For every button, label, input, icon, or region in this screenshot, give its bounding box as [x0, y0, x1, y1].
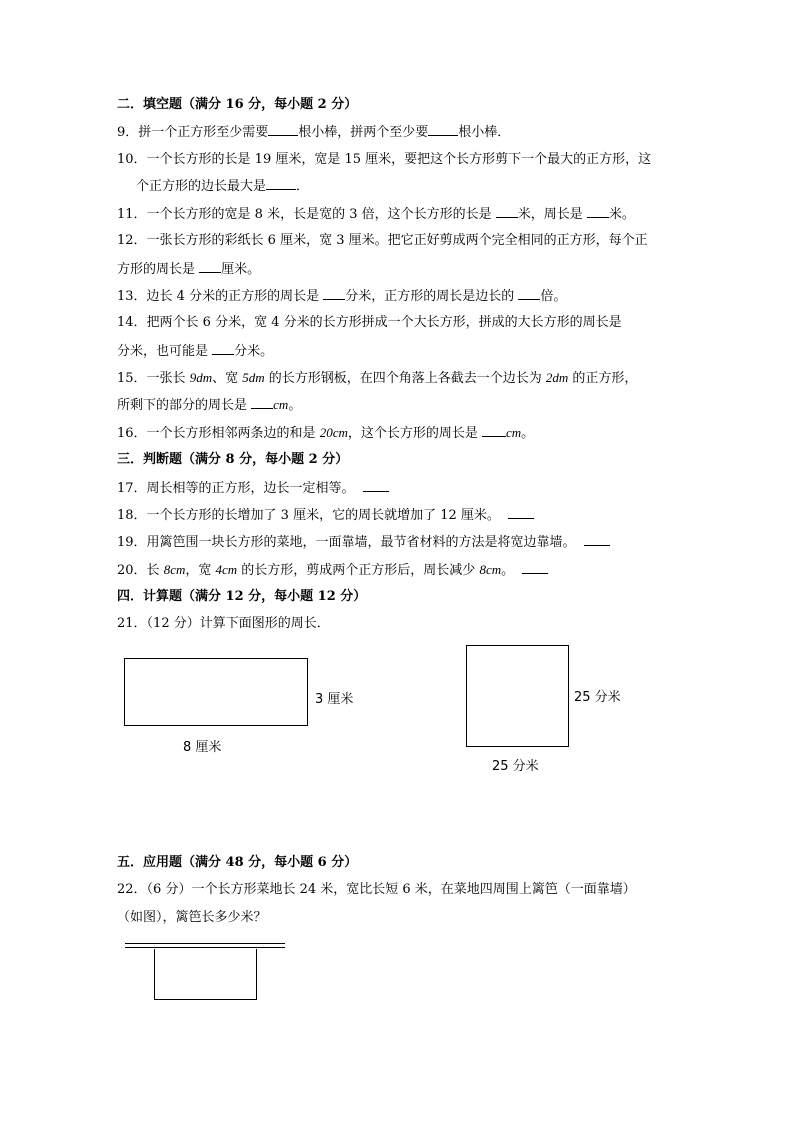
q9-text-a: 9．拼一个正方形至少需要	[117, 125, 269, 140]
question-16	[117, 424, 534, 443]
q15-unit-1: 9dm	[189, 370, 213, 385]
q12-text-a: 方形的周长是	[117, 262, 200, 277]
question-12-line1: 12．一张长方形的彩纸长 6 厘米，宽 3 厘米。把它正好剪成两个完全相同的正方形，每个正	[117, 233, 648, 248]
section2-heading: 二．填空题（满分 16 分，每小题 2 分）	[117, 97, 358, 112]
q19-blank[interactable]	[584, 533, 610, 546]
q20-text-c: 的长方形，剪成两个正方形后，周长减少	[237, 563, 480, 578]
q12-blank[interactable]	[199, 260, 221, 273]
q13-blank-2[interactable]	[518, 287, 540, 300]
q11-text-b: 米，周长是	[517, 207, 587, 222]
q14-text-a: 分米，也可能是	[117, 344, 213, 359]
q18-blank[interactable]	[508, 506, 534, 519]
q15-unit-3: 2dm	[545, 370, 569, 385]
q16-text-b: ，这个长方形的周长是	[347, 426, 482, 441]
q10-blank[interactable]	[266, 177, 296, 190]
q13-text-b: 分米，正方形的周长是边长的	[345, 289, 519, 304]
q13-text-c: 倍。	[540, 289, 567, 304]
question-9	[117, 123, 510, 142]
q17-text: 17．周长相等的正方形，边长一定相等。	[117, 481, 355, 496]
q15-text-b: 、宽	[212, 371, 243, 386]
rectangle-length-label: 8 厘米	[183, 740, 222, 755]
section3-heading: 三．判断题（满分 8 分，每小题 2 分）	[117, 452, 349, 467]
q15-blank[interactable]	[251, 396, 273, 409]
q16-text-a: 16．一个长方形相邻两条边的和是	[117, 426, 320, 441]
q16-blank[interactable]	[482, 424, 506, 437]
rectangle-figure	[124, 658, 308, 726]
question-14-line2	[117, 342, 273, 361]
q20-unit-2: 4cm	[215, 562, 238, 577]
q15-text-a: 15．一张长	[117, 371, 190, 386]
q20-text-b: ，宽	[185, 563, 216, 578]
q11-blank-2[interactable]	[587, 205, 609, 218]
q9-blank-2[interactable]	[428, 123, 458, 136]
q11-blank-1[interactable]	[496, 205, 518, 218]
q10-text-a: 个正方形的边长最大是	[136, 179, 267, 194]
section5-heading: 五．应用题（满分 48 分，每小题 6 分）	[117, 855, 358, 870]
q14-text-b: 分米。	[234, 344, 274, 359]
q15-text-d: 的正方形，	[568, 371, 638, 386]
q13-text-a: 13．边长 4 分米的正方形的周长是	[117, 289, 324, 304]
square-figure	[466, 645, 569, 747]
question-17	[117, 479, 389, 498]
q19-text: 19．用篱笆围一块长方形的菜地，一面靠墙，最节省材料的方法是将宽边靠墙。	[117, 535, 576, 550]
rectangle-width-label: 3 厘米	[315, 692, 354, 707]
square-side-label: 25 分米	[574, 690, 621, 705]
wall-line-top	[125, 943, 285, 944]
q11-text-a: 11．一个长方形的宽是 8 米，长是宽的 3 倍，这个长方形的长是	[117, 207, 496, 222]
q14-blank[interactable]	[212, 342, 234, 355]
q20-unit-1: 8cm	[163, 562, 186, 577]
q16-unit-2: cm	[506, 425, 522, 440]
question-21: 21．（12 分）计算下面图形的周长．	[117, 616, 330, 631]
question-10-line2	[136, 177, 309, 196]
question-22-line2: （如图），篱笆长多少米？	[117, 910, 267, 925]
q9-blank-1[interactable]	[268, 123, 298, 136]
question-15-line1	[117, 369, 637, 388]
q16-text-c: 。	[521, 426, 535, 441]
q10-text-b: ．	[296, 179, 310, 194]
question-12-line2	[117, 260, 260, 279]
q15-text-l2a: 所剩下的部分的周长是	[117, 398, 252, 413]
q15-unit-4: cm	[273, 397, 289, 412]
q17-blank[interactable]	[363, 479, 389, 492]
section4-heading: 四．计算题（满分 12 分，每小题 12 分）	[117, 589, 367, 604]
q11-text-c: 米。	[608, 207, 635, 222]
square-bottom-label: 25 分米	[492, 759, 539, 774]
q15-text-l2b: 。	[288, 398, 302, 413]
question-14-line1: 14．把两个长 6 分米，宽 4 分米的长方形拼成一个大长方形，拼成的大长方形的周长是	[117, 315, 622, 330]
question-10-line1: 10．一个长方形的长是 19 厘米，宽是 15 厘米，要把这个长方形剪下一个最大的正方形，这	[117, 152, 652, 167]
wall-line-bottom	[125, 947, 285, 948]
question-22-line1: 22．（6 分）一个长方形菜地长 24 米，宽比长短 6 米，在菜地四周围上篱笆（一面靠墙）	[117, 882, 636, 897]
q15-unit-2: 5dm	[242, 370, 265, 385]
q15-text-c: 的长方形钢板，在四个角落上各截去一个边长为	[264, 371, 546, 386]
question-15-line2	[117, 396, 301, 415]
q16-unit-1: 20cm	[319, 425, 348, 440]
q12-text-b: 厘米。	[221, 262, 261, 277]
vegetable-garden-figure	[154, 949, 257, 1000]
question-18	[117, 506, 534, 525]
q20-text-a: 20．长	[117, 563, 164, 578]
q9-text-c: 根小棒．	[458, 125, 511, 140]
q13-blank-1[interactable]	[323, 287, 345, 300]
question-20	[117, 561, 548, 580]
q20-unit-3: 8cm	[479, 562, 502, 577]
q18-text: 18．一个长方形的长增加了 3 厘米，它的周长就增加了 12 厘米。	[117, 508, 500, 523]
q20-blank[interactable]	[522, 561, 548, 574]
question-13	[117, 287, 566, 306]
question-11	[117, 205, 635, 224]
q20-text-d: 。	[501, 563, 515, 578]
question-19	[117, 533, 610, 552]
q9-text-b: 根小棒，拼两个至少要	[298, 125, 429, 140]
